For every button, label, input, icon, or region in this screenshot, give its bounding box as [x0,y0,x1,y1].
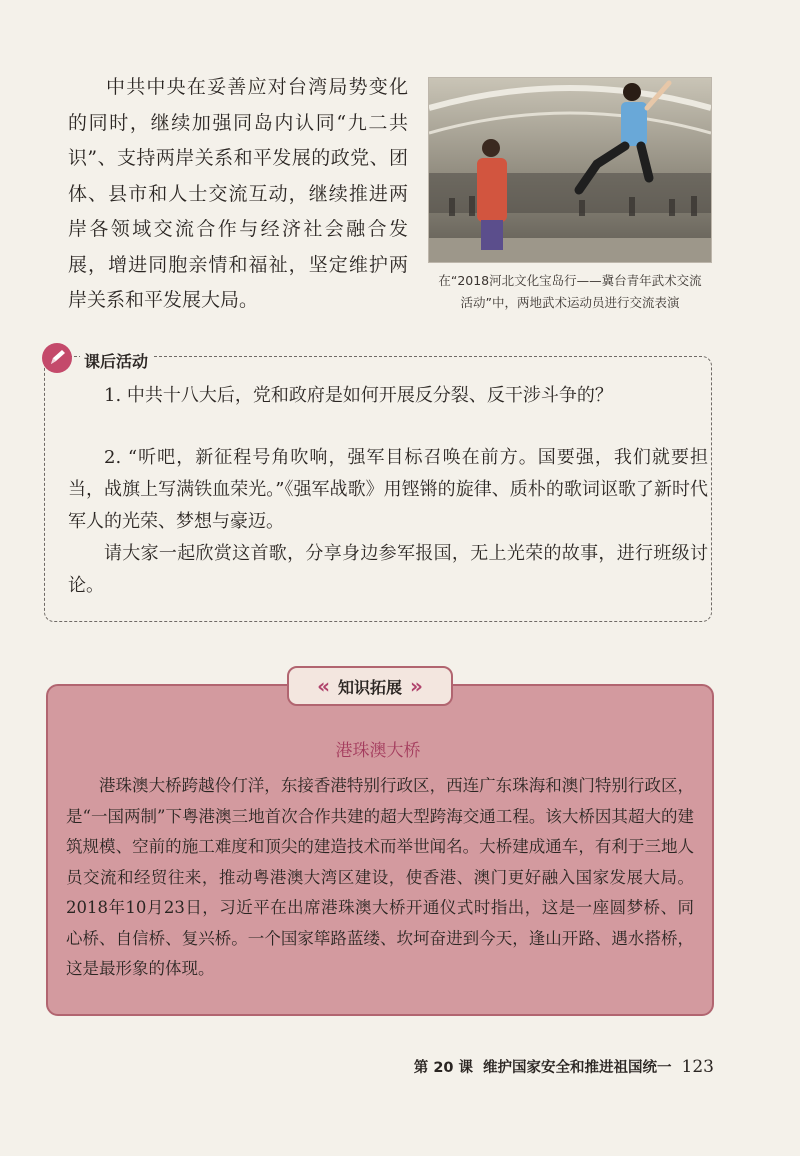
extension-paragraph: 港珠澳大桥跨越伶仃洋，东接香港特别行政区，西连广东珠海和澳门特别行政区，是“一国两制”下粤港澳三地首次合作共建的超大型跨海交通工程。该大桥因其超大的建筑规模、空前的施工难度和顶尖的建造技术而举世闻名。大桥建成通车，有利于三地人员交流和经贸往来，推动粤港澳大湾区建设，使香港、澳门更好融入国家发展大局。2018年10月23日，习近平在出席港珠澳大桥开通仪式时指出，这是一座圆梦桥、同心桥、自信桥、复兴桥。一个国家筚路蓝缕、坎坷奋进到今天，逢山开路、遇水搭桥，这是最形象的体现。 [66,776,694,978]
wushu-photo [428,77,712,263]
activity-question-2: 2. “听吧，新征程号角吹响，强军目标召唤在前方。国要强，我们就要担当，战旗上写满铁血荣光。”《强军战歌》用铿锵的旋律、质朴的歌词讴歌了新时代军人的光荣、梦想与豪迈。 [68,447,708,532]
intro-text [68,70,408,319]
activity-question-1: 1. 中共十八大后，党和政府是如何开展反分裂、反干涉斗争的？ [104,385,613,406]
double-chevron-left-icon: « [317,674,330,698]
activity-content [68,380,708,602]
footer-lesson: 第 20 课 [413,1060,474,1076]
activity-title: 课后活动 [80,349,152,372]
page-footer [414,1056,714,1077]
wushu-photo-illustration [429,78,711,262]
intro-paragraph: 中共中央在妥善应对台湾局势变化的同时，继续加强同岛内认同“九二共识”、支持两岸关系和平发展的政党、团体、县市和人士交流互动，继续推进两岸各领域交流合作与经济社会融合发展，增进同胞亲情和福祉，坚定维护两岸关系和平发展大局。 [68,76,408,311]
knowledge-extension-tab [287,666,453,706]
pencil-badge-icon [41,342,73,374]
activity-question-2-followup: 请大家一起欣赏这首歌，分享身边参军报国，无上光荣的故事，进行班级讨论。 [68,543,708,596]
extension-heading: 港珠澳大桥 [335,741,421,761]
double-chevron-right-icon: » [410,674,423,698]
footer-title: 维护国家安全和推进祖国统一 [483,1060,672,1076]
photo-caption-line1: 在“2018河北文化宝岛行——冀台青年武术交流 [438,273,702,288]
extension-tab-label: 知识拓展 [337,677,402,697]
photo-caption [420,270,720,314]
extension-text [66,771,694,985]
photo-caption-line2: 活动”中，两地武术运动员进行交流表演 [460,295,680,310]
page-number: 123 [681,1057,714,1077]
